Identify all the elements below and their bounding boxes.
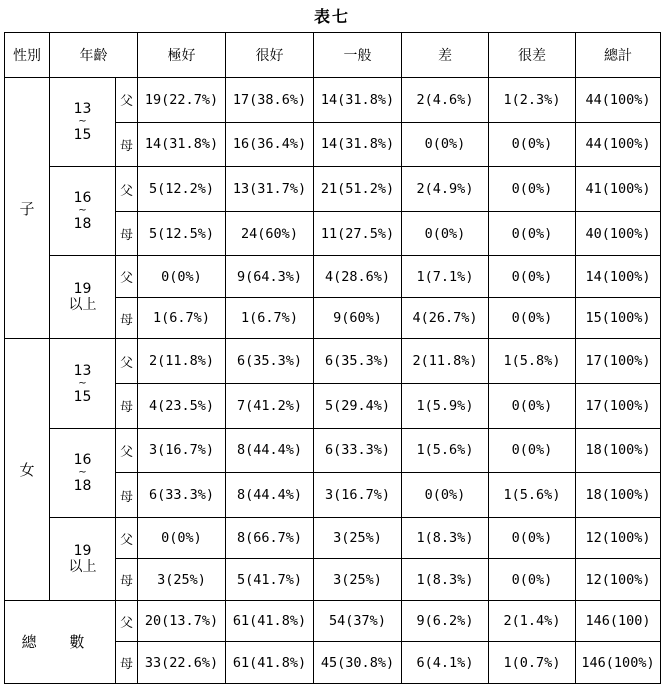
value-cell: 45(30.8%) — [314, 642, 402, 684]
value-cell: 0(0%) — [402, 211, 489, 256]
value-cell: 61(41.8%) — [226, 642, 314, 684]
value-cell: 13(31.7%) — [226, 167, 314, 212]
value-cell: 3(25%) — [314, 559, 402, 601]
value-cell: 0(0%) — [489, 122, 576, 167]
age-from: 13 — [73, 101, 92, 118]
value-cell: 11(27.5%) — [314, 211, 402, 256]
age-to: 以上 — [68, 558, 97, 575]
age-to: 15 — [73, 127, 92, 144]
value-cell: 17(100%) — [576, 384, 661, 429]
value-cell: 0(0%) — [489, 559, 576, 601]
value-cell: 0(0%) — [489, 167, 576, 212]
value-cell: 1(8.3%) — [402, 559, 489, 601]
value-cell: 6(4.1%) — [402, 642, 489, 684]
value-cell: 33(22.6%) — [138, 642, 226, 684]
value-cell: 5(41.7%) — [226, 559, 314, 601]
value-cell: 19(22.7%) — [138, 78, 226, 123]
value-cell: 1(5.9%) — [402, 384, 489, 429]
value-cell: 2(11.8%) — [402, 339, 489, 384]
value-cell: 6(35.3%) — [226, 339, 314, 384]
header-col: 很差 — [489, 33, 576, 78]
age-cell — [50, 339, 116, 428]
value-cell: 146(100%) — [576, 642, 661, 684]
header-sex: 性別 — [5, 33, 50, 78]
age-range-separator: ~ — [78, 466, 87, 478]
age-cell — [50, 256, 116, 339]
value-cell: 12(100%) — [576, 559, 661, 601]
header-col: 總計 — [576, 33, 661, 78]
value-cell: 1(2.3%) — [489, 78, 576, 123]
value-cell: 14(100%) — [576, 256, 661, 298]
age-cell — [50, 78, 116, 167]
value-cell: 0(0%) — [138, 517, 226, 559]
value-cell: 0(0%) — [489, 297, 576, 339]
age-range-separator: ~ — [78, 116, 87, 128]
value-cell: 1(5.6%) — [489, 473, 576, 518]
age-cell — [50, 428, 116, 517]
table-row — [5, 167, 661, 212]
value-cell: 0(0%) — [489, 256, 576, 298]
total-label: 總 數 — [5, 600, 116, 683]
value-cell: 3(25%) — [314, 517, 402, 559]
value-cell: 8(44.4%) — [226, 428, 314, 473]
value-cell: 8(44.4%) — [226, 473, 314, 518]
value-cell: 17(38.6%) — [226, 78, 314, 123]
value-cell: 0(0%) — [402, 473, 489, 518]
parent-cell: 父 — [116, 78, 138, 123]
value-cell: 4(26.7%) — [402, 297, 489, 339]
value-cell: 1(8.3%) — [402, 517, 489, 559]
value-cell: 9(60%) — [314, 297, 402, 339]
value-cell: 0(0%) — [402, 122, 489, 167]
parent-cell: 父 — [116, 600, 138, 642]
age-cell — [50, 517, 116, 600]
parent-cell: 母 — [116, 211, 138, 256]
total-row — [5, 600, 661, 642]
sex-cell: 子 — [5, 78, 50, 339]
header-col: 差 — [402, 33, 489, 78]
table-row — [5, 428, 661, 473]
parent-cell: 父 — [116, 428, 138, 473]
parent-cell: 母 — [116, 122, 138, 167]
table-row — [5, 256, 661, 298]
value-cell: 15(100%) — [576, 297, 661, 339]
value-cell: 14(31.8%) — [314, 78, 402, 123]
value-cell: 1(7.1%) — [402, 256, 489, 298]
value-cell: 18(100%) — [576, 473, 661, 518]
value-cell: 5(12.2%) — [138, 167, 226, 212]
value-cell: 9(6.2%) — [402, 600, 489, 642]
value-cell: 1(5.6%) — [402, 428, 489, 473]
statistics-table — [4, 32, 661, 684]
parent-cell: 父 — [116, 256, 138, 298]
value-cell: 0(0%) — [489, 428, 576, 473]
table-row — [5, 339, 661, 384]
value-cell: 5(29.4%) — [314, 384, 402, 429]
value-cell: 61(41.8%) — [226, 600, 314, 642]
value-cell: 20(13.7%) — [138, 600, 226, 642]
value-cell: 6(33.3%) — [314, 428, 402, 473]
age-to: 15 — [73, 388, 92, 405]
header-age: 年齡 — [50, 33, 138, 78]
age-to: 以上 — [68, 297, 97, 314]
value-cell: 3(16.7%) — [138, 428, 226, 473]
value-cell: 24(60%) — [226, 211, 314, 256]
value-cell: 41(100%) — [576, 167, 661, 212]
parent-cell: 父 — [116, 517, 138, 559]
header-row — [5, 33, 661, 78]
value-cell: 12(100%) — [576, 517, 661, 559]
value-cell: 16(36.4%) — [226, 122, 314, 167]
value-cell: 3(16.7%) — [314, 473, 402, 518]
value-cell: 7(41.2%) — [226, 384, 314, 429]
table-row — [5, 517, 661, 559]
header-col: 很好 — [226, 33, 314, 78]
parent-cell: 母 — [116, 297, 138, 339]
value-cell: 2(11.8%) — [138, 339, 226, 384]
value-cell: 4(28.6%) — [314, 256, 402, 298]
parent-cell: 母 — [116, 384, 138, 429]
age-from: 13 — [73, 362, 92, 379]
age-range-separator: ~ — [78, 205, 87, 217]
age-to: 18 — [73, 216, 92, 233]
value-cell: 0(0%) — [138, 256, 226, 298]
header-col: 一般 — [314, 33, 402, 78]
value-cell: 9(64.3%) — [226, 256, 314, 298]
age-to: 18 — [73, 477, 92, 494]
age-from: 19 — [73, 542, 92, 559]
value-cell: 3(25%) — [138, 559, 226, 601]
table-row — [5, 78, 661, 123]
value-cell: 14(31.8%) — [314, 122, 402, 167]
age-from: 16 — [73, 190, 92, 207]
age-cell — [50, 167, 116, 256]
value-cell: 44(100%) — [576, 78, 661, 123]
value-cell: 5(12.5%) — [138, 211, 226, 256]
value-cell: 1(6.7%) — [226, 297, 314, 339]
table-title: 表七 — [313, 7, 350, 26]
value-cell: 54(37%) — [314, 600, 402, 642]
value-cell: 18(100%) — [576, 428, 661, 473]
parent-cell: 母 — [116, 559, 138, 601]
value-cell: 17(100%) — [576, 339, 661, 384]
sex-cell: 女 — [5, 339, 50, 600]
parent-cell: 母 — [116, 473, 138, 518]
age-from: 19 — [73, 281, 92, 298]
value-cell: 44(100%) — [576, 122, 661, 167]
value-cell: 1(5.8%) — [489, 339, 576, 384]
header-col: 極好 — [138, 33, 226, 78]
value-cell: 2(1.4%) — [489, 600, 576, 642]
value-cell: 8(66.7%) — [226, 517, 314, 559]
value-cell: 6(35.3%) — [314, 339, 402, 384]
parent-cell: 父 — [116, 167, 138, 212]
value-cell: 0(0%) — [489, 384, 576, 429]
value-cell: 146(100) — [576, 600, 661, 642]
value-cell: 1(0.7%) — [489, 642, 576, 684]
value-cell: 14(31.8%) — [138, 122, 226, 167]
value-cell: 4(23.5%) — [138, 384, 226, 429]
value-cell: 1(6.7%) — [138, 297, 226, 339]
value-cell: 2(4.9%) — [402, 167, 489, 212]
value-cell: 21(51.2%) — [314, 167, 402, 212]
value-cell: 40(100%) — [576, 211, 661, 256]
parent-cell: 父 — [116, 339, 138, 384]
value-cell: 0(0%) — [489, 517, 576, 559]
value-cell: 2(4.6%) — [402, 78, 489, 123]
value-cell: 6(33.3%) — [138, 473, 226, 518]
parent-cell: 母 — [116, 642, 138, 684]
age-from: 16 — [73, 451, 92, 468]
value-cell: 0(0%) — [489, 211, 576, 256]
age-range-separator: ~ — [78, 377, 87, 389]
